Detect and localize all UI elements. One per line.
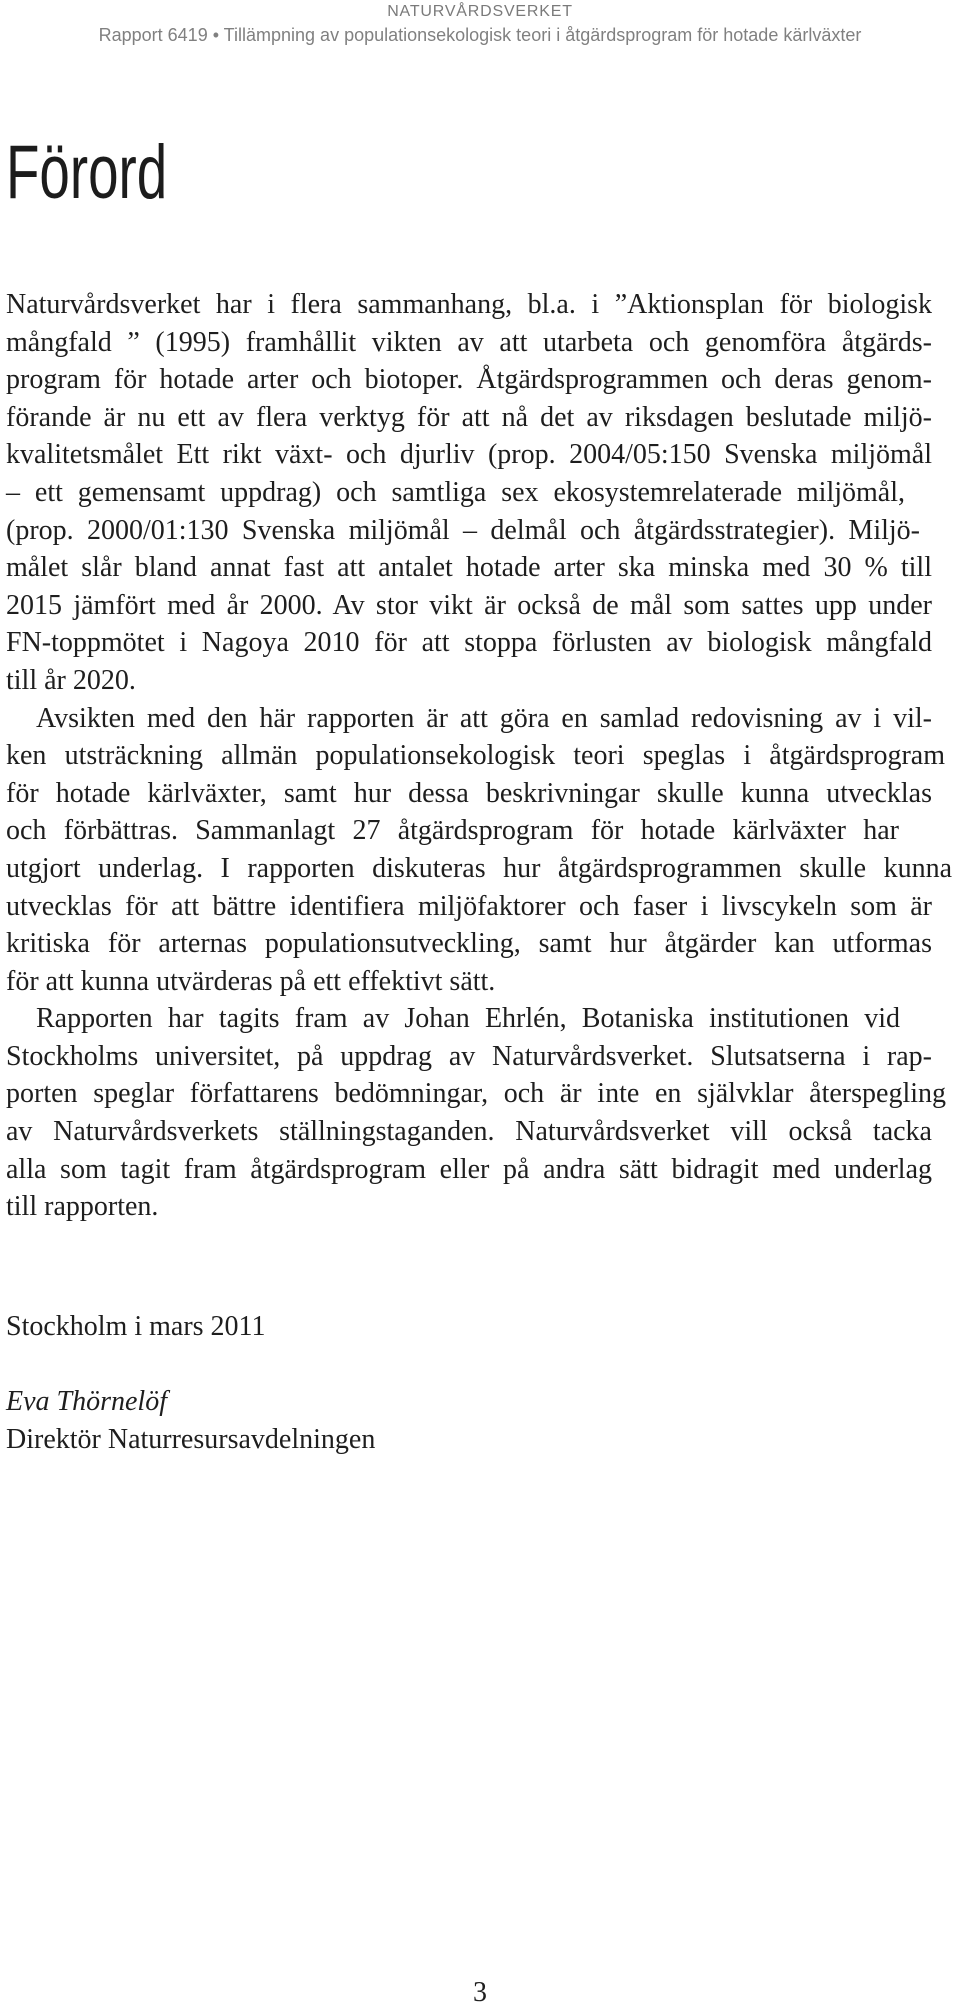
text-line: Avsikten med den här rapporten är att göra en samlad redovisning av i vil-: [36, 702, 932, 734]
paragraph: [6, 700, 956, 1001]
running-header-report-title: Rapport 6419 • Tillämpning av populationsekologisk teori i åtgärdsprogram för hotade kärlväxter: [98, 25, 862, 45]
text-line: kritiska för arternas populationsutveckling, samt hur åtgärder kan utformas: [6, 928, 932, 960]
text-line: till år 2020.: [6, 664, 136, 696]
text-line: till rapporten.: [6, 1191, 159, 1223]
text-line: av Naturvårdsverkets ställningstaganden. Naturvårdsverket vill också tacka: [6, 1116, 932, 1148]
page-number: 3: [473, 1977, 487, 2008]
text-line: (prop. 2000/01:130 Svenska miljömål – delmål och åtgärdsstrategier). Miljö-: [6, 514, 920, 546]
page-title: Förord: [6, 130, 168, 215]
text-line: mångfald ” (1995) framhållit vikten av att utarbeta och genomföra åtgärds-: [6, 326, 932, 358]
signature-title: Direktör Naturresursavdelningen: [6, 1423, 376, 1455]
text-line: – ett gemensamt uppdrag) och samtliga sex ekosystemrelaterade miljömål,: [6, 476, 905, 508]
spacer: [6, 1346, 375, 1384]
text-line: porten speglar författarens bedömningar, och är inte en självklar återspegling: [6, 1078, 946, 1110]
place-and-date: Stockholm i mars 2011: [6, 1311, 266, 1342]
paragraph: [6, 1000, 956, 1226]
text-line: för hotade kärlväxter, samt hur dessa beskrivningar skulle kunna utvecklas: [6, 777, 932, 809]
text-line: ken utsträckning allmän populationsekologisk teori speglas i åtgärdsprogram: [6, 740, 945, 772]
signature-name: Eva Thörnelöf: [6, 1386, 167, 1418]
body-text: [6, 286, 956, 1226]
text-line: Stockholms universitet, på uppdrag av Naturvårdsverket. Slutsatserna i rap-: [6, 1040, 932, 1072]
text-line: och förbättras. Sammanlagt 27 åtgärdsprogram för hotade kärlväxter har: [6, 815, 899, 847]
paragraph: [6, 286, 956, 700]
text-line: kvalitetsmålet Ett rikt växt- och djurliv (prop. 2004/05:150 Svenska miljömål: [6, 439, 932, 471]
text-line: Rapporten har tagits fram av Johan Ehrlén, Botaniska institutionen vid: [36, 1003, 900, 1035]
text-line: förande är nu ett av flera verktyg för att nå det av riksdagen beslutade miljö-: [6, 401, 932, 433]
text-line: för att kunna utvärderas på ett effektivt sätt.: [6, 965, 496, 997]
text-line: 2015 jämfört med år 2000. Av stor vikt är också de mål som sattes upp under: [6, 589, 932, 621]
text-line: målet slår bland annat fast att antalet hotade arter ska minska med 30 % till: [6, 552, 932, 584]
text-line: utgjort underlag. I rapporten diskuteras hur åtgärdsprogrammen skulle kunna: [6, 852, 952, 884]
text-line: Naturvårdsverket har i flera sammanhang, bl.a. i ”Aktionsplan för biologisk: [6, 289, 932, 320]
text-line: FN-toppmötet i Nagoya 2010 för att stoppa förlusten av biologisk mångfald: [6, 627, 932, 659]
text-line: program för hotade arter och biotoper. Åtgärdsprogrammen och deras genom-: [6, 364, 932, 396]
running-header-publisher: NATURVÅRDSVERKET: [387, 3, 573, 20]
text-line: alla som tagit fram åtgärdsprogram eller på andra sätt bidragit med underlag: [6, 1153, 932, 1185]
closing-block: [6, 1308, 375, 1458]
text-line: utvecklas för att bättre identifiera miljöfaktorer och faser i livscykeln som är: [6, 890, 932, 922]
